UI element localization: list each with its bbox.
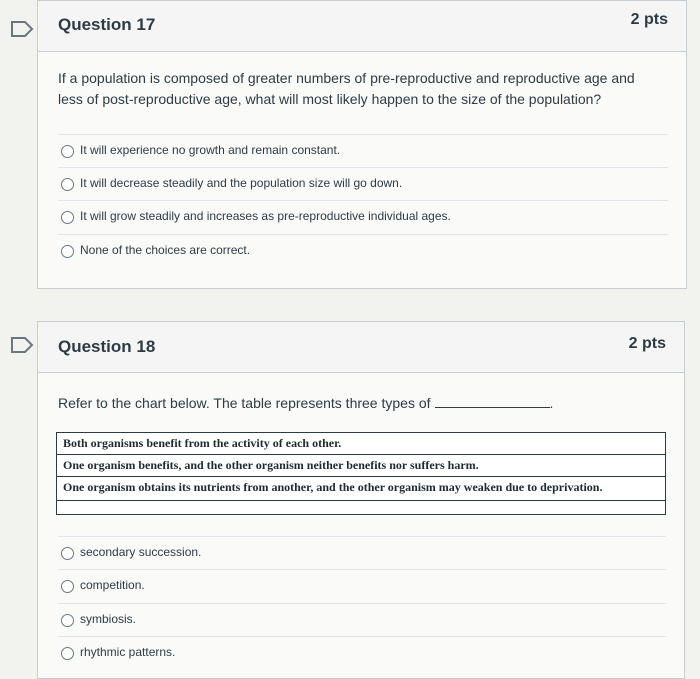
radio-button-icon[interactable]	[61, 580, 74, 593]
answer-label[interactable]: None of the choices are correct.	[80, 243, 251, 257]
answer-option[interactable]	[58, 636, 666, 669]
fill-blank	[435, 395, 550, 408]
question-title: Question 18	[58, 337, 156, 356]
question-points: 2 pts	[628, 335, 666, 352]
answer-label[interactable]: symbiosis.	[80, 612, 137, 626]
table-empty-row	[57, 500, 665, 514]
flag-question-icon[interactable]	[8, 18, 36, 40]
answer-label[interactable]: secondary succession.	[80, 545, 202, 559]
question-points: 2 pts	[630, 11, 668, 28]
question-title: Question 17	[58, 15, 156, 34]
question-text	[58, 393, 658, 414]
radio-button-icon[interactable]	[61, 614, 74, 627]
flag-question-icon[interactable]	[8, 334, 36, 356]
question-17-card	[37, 0, 687, 289]
answer-label[interactable]: It will experience no growth and remain constant.	[80, 143, 341, 157]
table-row: One organism benefits, and the other organism neither benefits nor suffers harm.	[57, 455, 665, 477]
radio-button-icon[interactable]	[61, 245, 74, 258]
radio-button-icon[interactable]	[61, 211, 74, 224]
answer-option[interactable]	[58, 134, 668, 167]
question-text-body: Refer to the chart below. The table represents three types of	[58, 395, 431, 411]
answer-label[interactable]: It will decrease steadily and the population size will go down.	[80, 176, 403, 190]
answer-label[interactable]: competition.	[80, 578, 145, 592]
question-header	[38, 1, 686, 52]
radio-button-icon[interactable]	[61, 547, 74, 560]
answer-label[interactable]: rhythmic patterns.	[80, 645, 176, 659]
question-text: If a population is composed of greater numbers of pre-reproductive and reproductive age and less of post-reproductive age, what will most likely happen to the size of the population?	[58, 70, 635, 107]
answer-option[interactable]	[58, 167, 668, 200]
radio-button-icon[interactable]	[61, 178, 74, 191]
answer-option[interactable]	[58, 536, 666, 569]
answer-option[interactable]	[58, 603, 666, 636]
radio-button-icon[interactable]	[61, 647, 74, 660]
radio-button-icon[interactable]	[61, 145, 74, 158]
reference-table	[56, 432, 666, 515]
answer-option[interactable]	[58, 200, 668, 233]
question-header	[38, 322, 684, 373]
answer-option[interactable]	[58, 569, 666, 602]
answer-option[interactable]	[58, 234, 668, 267]
question-text-end: .	[549, 395, 554, 411]
answer-label[interactable]: It will grow steadily and increases as pre-reproductive individual ages.	[80, 209, 451, 223]
table-row: Both organisms benefit from the activity of each other.	[57, 433, 665, 455]
table-row: One organism obtains its nutrients from another, and the other organism may weaken due to deprivation.	[63, 480, 603, 494]
question-18-card	[37, 321, 685, 679]
